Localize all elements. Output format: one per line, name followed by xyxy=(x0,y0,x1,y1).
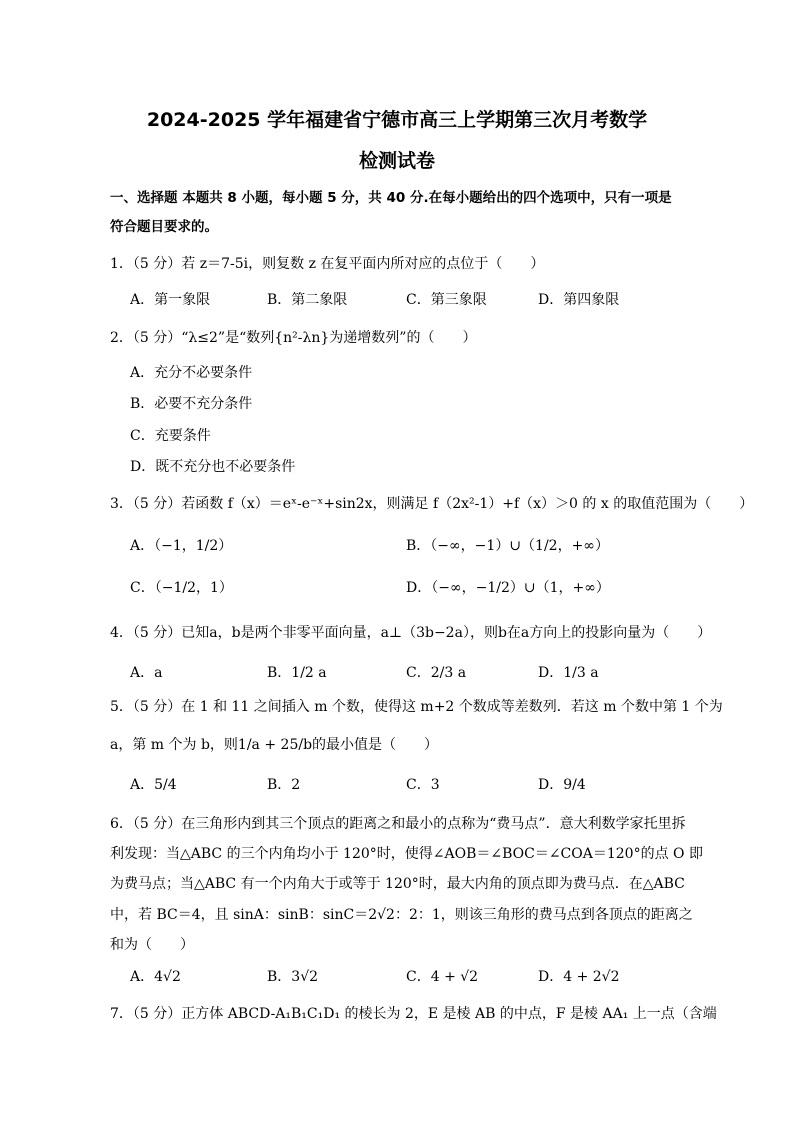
question-4-option-b[interactable]: B．1/2 a xyxy=(267,665,327,681)
section-heading-line2: 符合题目要求的。 xyxy=(110,219,218,235)
question-5-option-d[interactable]: D．9/4 xyxy=(538,777,586,793)
question-3-option-a[interactable]: A．（−1，1/2） xyxy=(130,538,233,554)
question-1-stem: 1．（5 分）若 z＝7-5i，则复数 z 在复平面内所对应的点位于（ ） xyxy=(110,256,545,272)
question-5-option-c[interactable]: C．3 xyxy=(406,777,440,793)
question-6-stem-line2: 利发现：当△ABC 的三个内角均小于 120°时，使得∠AOB＝∠BOC＝∠COA＝120°的点 O 即 xyxy=(110,846,703,862)
question-3-option-b[interactable]: B．（−∞，−1）∪（1/2，+∞） xyxy=(406,538,609,554)
question-4-stem: 4．（5 分）已知a，b是两个非零平面向量，a⊥（3b−2a），则b在a方向上的投影向量为（ ） xyxy=(110,625,712,641)
question-6-option-a[interactable]: A．4√2 xyxy=(130,969,181,985)
question-2-option-d[interactable]: D．既不充分也不必要条件 xyxy=(130,459,296,475)
question-6-stem-line3: 为费马点；当△ABC 有一个内角大于或等于 120°时，最大内角的顶点即为费马点．在△ABC xyxy=(110,876,685,892)
question-3-stem: 3．（5 分）若函数 f（x）＝eˣ-e⁻ˣ+sin2x，则满足 f（2x²-1）+f（x）＞0 的 x 的取值范围为（ ） xyxy=(110,496,754,512)
question-5-stem-line1: 5．（5 分）在 1 和 11 之间插入 m 个数，使得这 m+2 个数成等差数列．若这 m 个数中第 1 个为 xyxy=(110,699,723,715)
question-6-option-d[interactable]: D．4 + 2√2 xyxy=(538,969,620,985)
question-6-stem-line1: 6．（5 分）在三角形内到其三个顶点的距离之和最小的点称为“费马点”．意大利数学家托里拆 xyxy=(110,816,686,832)
question-3-option-d[interactable]: D．（−∞，−1/2）∪（1，+∞） xyxy=(406,580,610,596)
question-2-option-a[interactable]: A．充分不必要条件 xyxy=(130,365,253,381)
question-7-stem-line1: 7．（5 分）正方体 ABCD-A₁B₁C₁D₁ 的棱长为 2，E 是棱 AB 的中点，F 是棱 AA₁ 上一点（含端 xyxy=(110,1006,717,1022)
question-1-option-a[interactable]: A．第一象限 xyxy=(130,292,211,308)
question-6-stem-line4: 中，若 BC＝4，且 sinA：sinB：sinC＝2√2：2：1，则该三角形的费马点到各顶点的距离之 xyxy=(110,907,693,923)
exam-title-line2: 检测试卷 xyxy=(358,150,435,172)
question-2-option-b[interactable]: B．必要不充分条件 xyxy=(130,396,253,412)
question-4-option-d[interactable]: D．1/3 a xyxy=(538,665,599,681)
question-6-option-c[interactable]: C．4 + √2 xyxy=(406,969,479,985)
question-5-stem-line2: a，第 m 个为 b，则1/a + 25/b的最小值是（ ） xyxy=(110,737,439,753)
question-4-option-a[interactable]: A．a xyxy=(130,665,163,681)
section-heading-line1: 一、选择题 本题共 8 小题，每小题 5 分，共 40 分.在每小题给出的四个选项中，只有一项是 xyxy=(110,190,672,206)
exam-title-line1: 2024-2025 学年福建省宁德市高三上学期第三次月考数学 xyxy=(146,109,648,131)
question-1-option-d[interactable]: D．第四象限 xyxy=(538,292,620,308)
question-6-option-b[interactable]: B．3√2 xyxy=(267,969,319,985)
question-2-option-c[interactable]: C．充要条件 xyxy=(130,428,211,444)
question-4-option-c[interactable]: C．2/3 a xyxy=(406,665,467,681)
question-1-option-b[interactable]: B．第二象限 xyxy=(267,292,348,308)
question-2-stem: 2．（5 分）“λ≤2”是“数列{n²-λn}为递增数列”的（ ） xyxy=(110,330,477,346)
question-5-option-b[interactable]: B．2 xyxy=(267,777,301,793)
question-6-stem-line5: 和为（ ） xyxy=(110,937,194,953)
question-3-option-c[interactable]: C．（−1/2，1） xyxy=(130,580,233,596)
question-5-option-a[interactable]: A．5/4 xyxy=(130,777,177,793)
question-1-option-c[interactable]: C．第三象限 xyxy=(406,292,487,308)
